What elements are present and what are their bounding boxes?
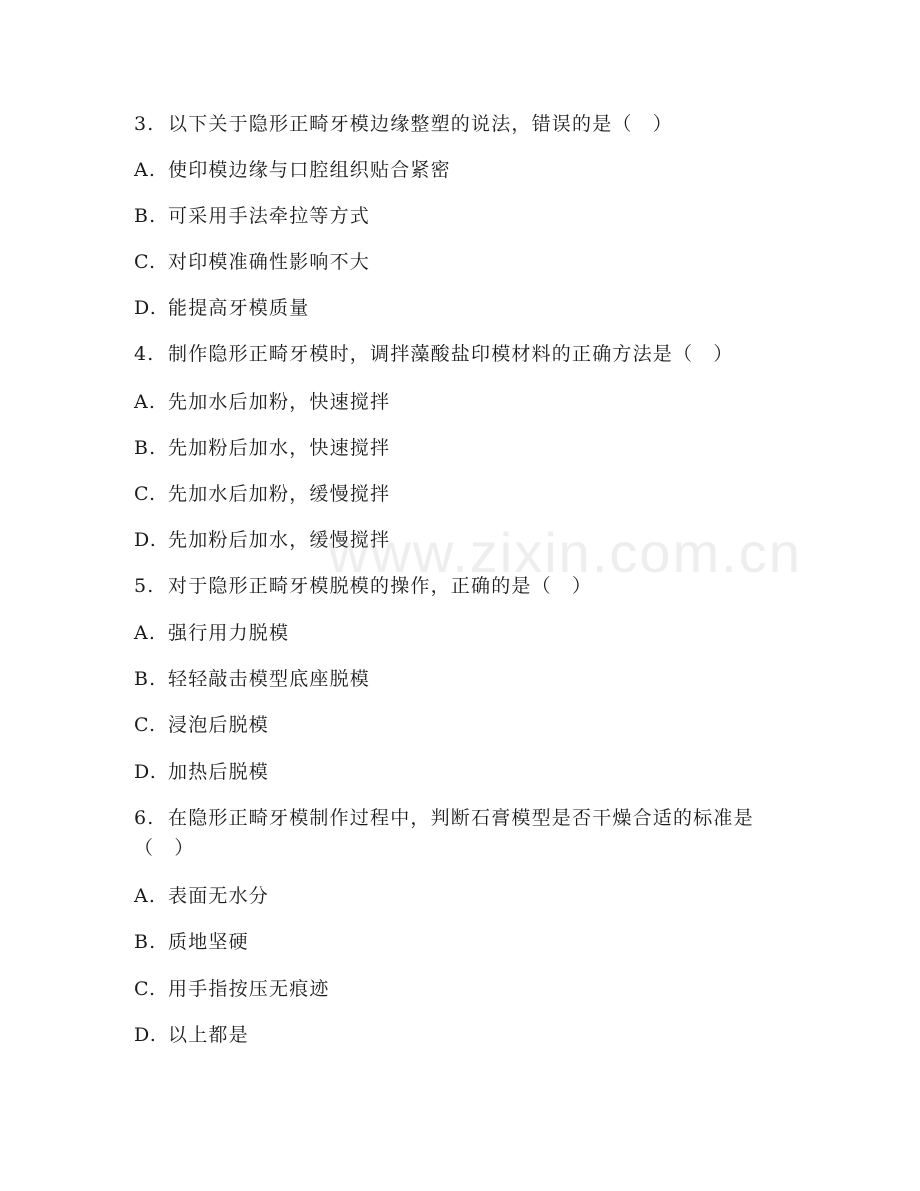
- question-3-option-a: [134, 158, 451, 182]
- option-label: C.: [134, 251, 157, 273]
- option-label: B.: [134, 931, 157, 953]
- option-text: 加热后脱模: [168, 761, 270, 783]
- option-label: B.: [134, 668, 157, 690]
- question-5-option-d: [134, 760, 269, 784]
- question-number: 5.: [134, 575, 155, 597]
- option-text: 强行用力脱模: [168, 622, 290, 644]
- question-5-option-b: [134, 667, 370, 691]
- option-label: A.: [134, 391, 157, 413]
- question-3-stem: [134, 112, 673, 136]
- question-number: 3.: [134, 113, 155, 135]
- question-3-option-c: [134, 250, 370, 274]
- question-6-option-c: [134, 977, 330, 1001]
- option-label: D.: [134, 761, 157, 783]
- option-label: B.: [134, 205, 157, 227]
- question-5-option-c: [134, 713, 269, 737]
- option-text: 先加粉后加水，缓慢搅拌: [168, 529, 391, 551]
- option-text: 对印模准确性影响不大: [168, 251, 371, 273]
- question-6-stem-continued: [134, 836, 195, 860]
- question-6-stem: [134, 806, 754, 830]
- option-label: B.: [134, 437, 157, 459]
- option-label: A.: [134, 159, 157, 181]
- question-6-option-d: [134, 1023, 249, 1047]
- question-text: 制作隐形正畸牙模时，调拌藻酸盐印模材料的正确方法是（ ）: [168, 343, 734, 365]
- option-label: D.: [134, 529, 157, 551]
- option-label: D.: [134, 1024, 157, 1046]
- question-text: 以下关于隐形正畸牙模边缘整塑的说法，错误的是（ ）: [168, 113, 674, 135]
- option-label: C.: [134, 483, 157, 505]
- question-5-stem: [134, 574, 592, 598]
- question-4-stem: [134, 342, 734, 366]
- option-text: 浸泡后脱模: [168, 714, 270, 736]
- question-4-option-d: [134, 528, 390, 552]
- option-text: 先加水后加粉，缓慢搅拌: [168, 483, 391, 505]
- option-label: A.: [134, 885, 157, 907]
- option-label: A.: [134, 622, 157, 644]
- question-5-option-a: [134, 621, 289, 645]
- question-3-option-b: [134, 204, 370, 228]
- question-3-option-d: [134, 296, 309, 320]
- question-text: 对于隐形正畸牙模脱模的操作，正确的是（ ）: [168, 575, 593, 597]
- option-text: 表面无水分: [168, 885, 270, 907]
- question-text-continued: （ ）: [134, 837, 195, 859]
- option-label: D.: [134, 297, 157, 319]
- question-number: 4.: [134, 343, 155, 365]
- option-text: 可采用手法牵拉等方式: [168, 205, 371, 227]
- option-text: 能提高牙模质量: [168, 297, 310, 319]
- question-text: 在隐形正畸牙模制作过程中，判断石膏模型是否干燥合适的标准是: [168, 807, 754, 829]
- option-text: 用手指按压无痕迹: [168, 978, 330, 1000]
- question-4-option-b: [134, 436, 390, 460]
- question-6-option-a: [134, 884, 269, 908]
- option-text: 轻轻敲击模型底座脱模: [168, 668, 371, 690]
- watermark: www.zixin.com.cn: [328, 521, 802, 584]
- option-text: 先加粉后加水，快速搅拌: [168, 437, 391, 459]
- question-4-option-a: [134, 390, 390, 414]
- option-text: 以上都是: [168, 1024, 249, 1046]
- question-6-option-b: [134, 930, 249, 954]
- option-text: 先加水后加粉，快速搅拌: [168, 391, 391, 413]
- question-number: 6.: [134, 807, 155, 829]
- option-text: 使印模边缘与口腔组织贴合紧密: [168, 159, 451, 181]
- option-text: 质地坚硬: [168, 931, 249, 953]
- option-label: C.: [134, 978, 157, 1000]
- question-4-option-c: [134, 482, 390, 506]
- option-label: C.: [134, 714, 157, 736]
